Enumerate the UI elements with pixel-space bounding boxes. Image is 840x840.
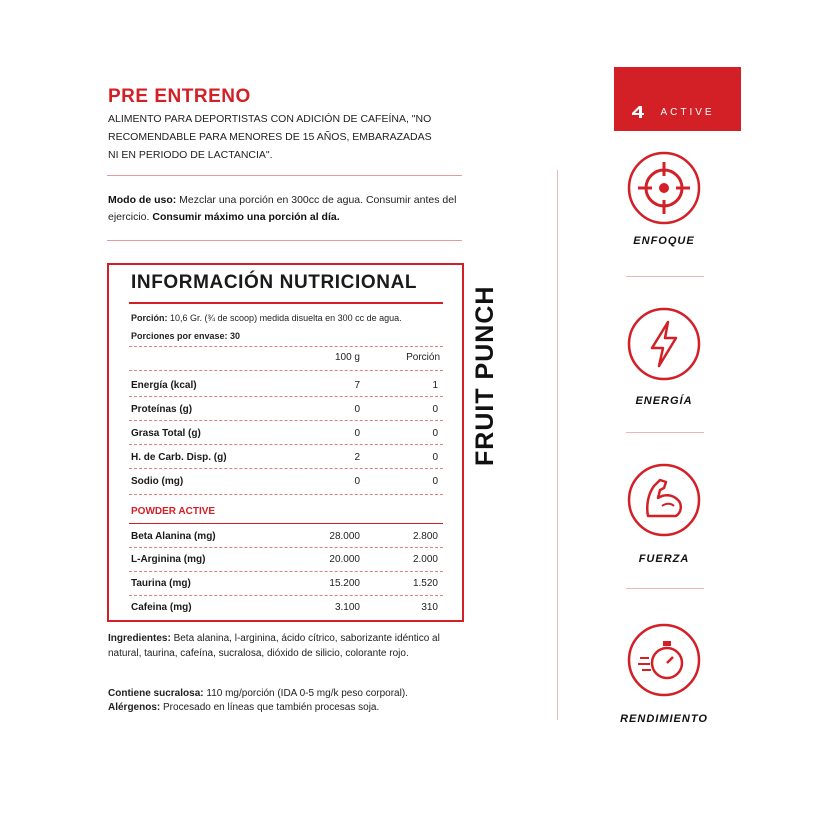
dashed-divider	[129, 595, 443, 596]
nutrition-title-rule	[129, 302, 443, 304]
row-value-porcion: 1.520	[412, 578, 438, 589]
row-value-porcion: 0	[432, 404, 438, 415]
column-divider	[557, 170, 558, 720]
lightning-icon	[626, 306, 702, 382]
modo-de-uso	[108, 192, 468, 226]
ingredientes	[108, 632, 468, 661]
alergenos-text: Procesado en líneas que también procesas soja.	[160, 702, 380, 713]
dashed-divider	[129, 420, 443, 421]
row-value-100g: 28.000	[329, 531, 360, 542]
brand-logo	[614, 67, 741, 131]
row-value-porcion: 0	[432, 428, 438, 439]
row-value-porcion: 0	[432, 452, 438, 463]
contiene-alergenos	[108, 687, 478, 715]
benefit-label: FUERZA	[638, 553, 690, 565]
row-value-100g: 7	[354, 380, 360, 391]
powder-active-title: POWDER ACTIVE	[131, 506, 216, 517]
benefit-divider	[626, 588, 704, 589]
benefit-divider	[626, 276, 704, 277]
porcion-label: Porción:	[131, 313, 168, 323]
row-value-100g: 15.200	[329, 578, 360, 589]
row-value-100g: 2	[354, 452, 360, 463]
row-value-100g: 3.100	[334, 602, 360, 613]
row-value-porcion: 310	[421, 602, 438, 613]
dashed-divider	[129, 346, 443, 347]
brand-text: ACTIVE	[660, 107, 715, 118]
row-label: Taurina (mg)	[131, 578, 191, 589]
pre-entreno-description	[108, 110, 478, 164]
row-label: Sodio (mg)	[131, 476, 184, 487]
contiene-label: Contiene sucralosa:	[108, 688, 204, 699]
dashed-divider	[129, 370, 443, 371]
ingredientes-label: Ingredientes:	[108, 633, 171, 644]
dashed-divider	[129, 547, 443, 548]
divider	[107, 175, 462, 176]
porcion-text	[131, 313, 451, 323]
contiene-line	[108, 687, 478, 701]
alergenos-line	[108, 701, 478, 715]
modo-text: Mezclar una porción en 300cc de agua. Consumir antes del ejercicio.	[108, 194, 457, 223]
dashed-divider	[129, 468, 443, 469]
pre-entreno-title: PRE ENTRENO	[108, 86, 251, 107]
row-value-porcion: 2.000	[412, 554, 438, 565]
row-value-porcion: 2.800	[412, 531, 438, 542]
column-header-porcion: Porción	[406, 352, 440, 363]
row-value-100g: 0	[354, 404, 360, 415]
nutrition-title: INFORMACIÓN NUTRICIONAL	[131, 272, 418, 293]
dashed-divider	[129, 444, 443, 445]
dashed-divider	[129, 571, 443, 572]
flavor-label-vertical	[470, 268, 500, 468]
row-label: Cafeina (mg)	[131, 602, 192, 613]
contiene-text: 110 mg/porción (IDA 0-5 mg/k peso corporal).	[203, 688, 408, 699]
divider	[107, 240, 462, 241]
row-label: Proteínas (g)	[131, 404, 193, 415]
row-label: Beta Alanina (mg)	[131, 531, 216, 542]
porcion-value: 10,6 Gr. (¾ de scoop) medida disuelta en 300 cc de agua.	[167, 313, 402, 323]
modo-label: Modo de uso:	[108, 194, 177, 206]
row-label: Energía (kcal)	[131, 380, 197, 391]
powder-rule	[129, 523, 443, 524]
modo-bold-text: Consumir máximo una porción al día.	[152, 211, 340, 223]
ingredientes-text: Beta alanina, l-arginina, ácido cítrico, saborizante idéntico al natural, taurina, cafeína, sucralosa, dióxido de silicio, colorante rojo.	[108, 633, 440, 659]
target-icon	[626, 150, 702, 226]
benefit-label: RENDIMIENTO	[620, 713, 708, 725]
row-value-100g: 0	[354, 428, 360, 439]
row-label: Grasa Total (g)	[131, 428, 201, 439]
row-label: H. de Carb. Disp. (g)	[131, 452, 227, 463]
stopwatch-icon	[626, 622, 702, 698]
description-line: RECOMENDABLE PARA MENORES DE 15 AÑOS, EMBARAZADAS	[108, 131, 432, 143]
dashed-divider	[129, 396, 443, 397]
row-value-porcion: 0	[432, 476, 438, 487]
alergenos-label: Alérgenos:	[108, 702, 161, 713]
row-value-porcion: 1	[432, 380, 438, 391]
benefit-label: ENERGÍA	[635, 395, 693, 407]
row-value-100g: 20.000	[329, 554, 360, 565]
description-line: ALIMENTO PARA DEPORTISTAS CON ADICIÓN DE CAFEÍNA, "NO	[108, 113, 432, 125]
flavor-text: FRUIT PUNCH	[471, 285, 499, 466]
benefit-label: ENFOQUE	[633, 235, 695, 247]
row-value-100g: 0	[354, 476, 360, 487]
benefit-divider	[626, 432, 704, 433]
description-line: NI EN PERIODO DE LACTANCIA".	[108, 149, 273, 161]
porciones-envase: Porciones por envase: 30	[131, 331, 241, 341]
muscle-arm-icon	[626, 462, 702, 538]
dashed-divider	[129, 494, 443, 495]
column-header-100g: 100 g	[334, 352, 360, 363]
row-label: L-Arginina (mg)	[131, 554, 206, 565]
